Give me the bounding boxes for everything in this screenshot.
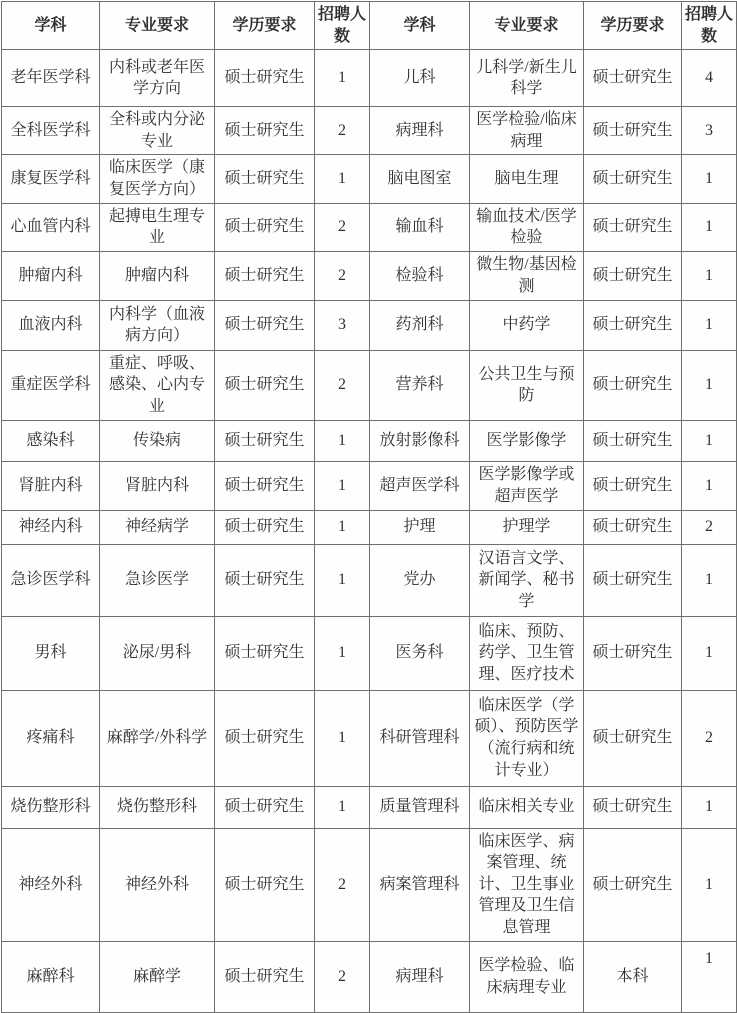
table-cell: 硕士研究生 [584,786,682,828]
table-cell: 硕士研究生 [215,50,315,107]
table-cell: 2 [682,690,737,786]
column-header: 专业要求 [100,2,215,50]
table-cell: 病理科 [370,107,470,155]
table-row [2,616,737,690]
table-cell: 硕士研究生 [215,300,315,350]
table-cell: 临床医学（康复医学方向） [100,155,215,203]
table-cell: 硕士研究生 [215,616,315,690]
table-cell: 硕士研究生 [584,251,682,300]
table-cell: 脑电生理 [470,155,584,203]
table-cell: 1 [682,300,737,350]
table-cell: 肾脏内科 [100,461,215,510]
table-cell: 老年医学科 [2,50,100,107]
table-cell: 硕士研究生 [215,786,315,828]
table-cell: 医学检验/临床病理 [470,107,584,155]
table-cell: 1 [682,544,737,616]
table-cell: 1 [682,203,737,251]
table-cell: 1 [315,786,370,828]
table-cell: 营养科 [370,350,470,420]
table-cell: 麻醉科 [2,941,100,1012]
table-cell: 神经外科 [2,828,100,941]
table-cell: 神经病学 [100,510,215,544]
table-cell: 1 [682,350,737,420]
table-cell: 1 [315,461,370,510]
table-cell: 心血管内科 [2,203,100,251]
column-header: 招聘人数 [682,2,737,50]
table-cell: 硕士研究生 [215,828,315,941]
table-row [2,155,737,203]
table-cell: 烧伤整形科 [2,786,100,828]
table-header-row [2,2,737,50]
table-cell: 急诊医学科 [2,544,100,616]
table-cell: 起搏电生理专业 [100,203,215,251]
table-cell: 硕士研究生 [584,461,682,510]
table-cell: 硕士研究生 [215,350,315,420]
table-cell: 3 [315,300,370,350]
table-cell: 肿瘤内科 [2,251,100,300]
table-cell: 1 [315,690,370,786]
table-cell: 血液内科 [2,300,100,350]
table-cell: 硕士研究生 [584,420,682,461]
table-row [2,50,737,107]
table-cell: 4 [682,50,737,107]
table-row [2,690,737,786]
table-cell: 硕士研究生 [215,510,315,544]
table-cell: 神经内科 [2,510,100,544]
table-cell: 医学影像学 [470,420,584,461]
table-cell: 本科 [584,941,682,1012]
table-cell: 护理学 [470,510,584,544]
table-row [2,420,737,461]
table-cell: 急诊医学 [100,544,215,616]
table-row [2,786,737,828]
table-cell: 硕士研究生 [215,544,315,616]
table-cell: 2 [315,828,370,941]
table-cell: 输血技术/医学检验 [470,203,584,251]
table-cell: 烧伤整形科 [100,786,215,828]
table-cell: 1 [682,155,737,203]
table-cell: 质量管理科 [370,786,470,828]
table-cell: 1 [682,616,737,690]
table-cell: 医务科 [370,616,470,690]
table-row [2,251,737,300]
table-cell: 泌尿/男科 [100,616,215,690]
table-cell: 硕士研究生 [584,616,682,690]
table-cell: 肿瘤内科 [100,251,215,300]
table-cell: 1 [315,510,370,544]
table-cell: 1 [682,828,737,941]
table-cell: 硕士研究生 [584,828,682,941]
table-cell: 临床医学（学硕）、预防医学（流行病和统计专业） [470,690,584,786]
table-cell: 药剂科 [370,300,470,350]
table-cell: 硕士研究生 [584,510,682,544]
table-cell: 2 [315,203,370,251]
table-cell: 儿科 [370,50,470,107]
table-row [2,350,737,420]
table-cell: 硕士研究生 [215,690,315,786]
table-cell: 2 [315,251,370,300]
table-cell: 临床医学、病案管理、统计、卫生事业管理及卫生信息管理 [470,828,584,941]
table-cell: 麻醉学/外科学 [100,690,215,786]
table-cell: 硕士研究生 [215,941,315,1012]
table-cell: 康复医学科 [2,155,100,203]
table-cell: 病案管理科 [370,828,470,941]
table-cell: 硕士研究生 [215,107,315,155]
table-cell: 全科或内分泌专业 [100,107,215,155]
table-cell: 1 [682,251,737,300]
table-cell: 中药学 [470,300,584,350]
table-cell: 检验科 [370,251,470,300]
table-cell: 硕士研究生 [584,50,682,107]
column-header: 学历要求 [584,2,682,50]
table-cell: 党办 [370,544,470,616]
table-cell: 儿科学/新生儿科学 [470,50,584,107]
table-row [2,203,737,251]
table-cell: 病理科 [370,941,470,1012]
table-row [2,107,737,155]
table-cell: 硕士研究生 [215,420,315,461]
table-cell: 男科 [2,616,100,690]
table-cell: 内科或老年医学方向 [100,50,215,107]
table-row [2,544,737,616]
table-cell: 微生物/基因检测 [470,251,584,300]
table-cell: 1 [682,786,737,828]
table-cell: 硕士研究生 [584,544,682,616]
table-cell: 重症、呼吸、感染、心内专业 [100,350,215,420]
table-cell: 硕士研究生 [584,350,682,420]
table-cell: 1 [682,461,737,510]
table-cell: 肾脏内科 [2,461,100,510]
table-cell: 临床相关专业 [470,786,584,828]
table-row [2,941,737,1012]
table-cell: 1 [315,50,370,107]
table-cell: 汉语言文学、新闻学、秘书学 [470,544,584,616]
table-cell: 硕士研究生 [215,155,315,203]
table-cell: 麻醉学 [100,941,215,1012]
table-cell: 重症医学科 [2,350,100,420]
table-cell: 脑电图室 [370,155,470,203]
table-cell: 硕士研究生 [215,203,315,251]
table-cell: 感染科 [2,420,100,461]
table-cell: 2 [315,941,370,1012]
table-cell: 硕士研究生 [584,155,682,203]
table-body [2,50,737,1012]
table-cell: 1 [315,616,370,690]
table-cell: 1 [682,941,737,1012]
table-cell: 内科学（血液病方向） [100,300,215,350]
table-cell: 2 [315,350,370,420]
column-header: 专业要求 [470,2,584,50]
table-cell: 传染病 [100,420,215,461]
table-cell: 2 [315,107,370,155]
table-cell: 1 [315,155,370,203]
table-cell: 护理 [370,510,470,544]
table-cell: 医学影像学或超声医学 [470,461,584,510]
recruitment-table [1,1,737,1013]
table-cell: 硕士研究生 [584,107,682,155]
table-row [2,461,737,510]
table-cell: 输血科 [370,203,470,251]
table-row [2,828,737,941]
column-header: 学科 [2,2,100,50]
table-cell: 硕士研究生 [584,690,682,786]
column-header: 招聘人数 [315,2,370,50]
table-cell: 1 [682,420,737,461]
table-cell: 疼痛科 [2,690,100,786]
table-cell: 临床、预防、药学、卫生管理、医疗技术 [470,616,584,690]
table-cell: 硕士研究生 [584,300,682,350]
column-header: 学历要求 [215,2,315,50]
table-cell: 1 [315,544,370,616]
table-cell: 超声医学科 [370,461,470,510]
table-cell: 放射影像科 [370,420,470,461]
table-cell: 公共卫生与预防 [470,350,584,420]
table-cell: 硕士研究生 [215,251,315,300]
table-row [2,300,737,350]
table-cell: 神经外科 [100,828,215,941]
table-cell: 2 [682,510,737,544]
table-cell: 硕士研究生 [584,203,682,251]
table-row [2,510,737,544]
table-cell: 3 [682,107,737,155]
table-cell: 医学检验、临床病理专业 [470,941,584,1012]
table-cell: 1 [315,420,370,461]
column-header: 学科 [370,2,470,50]
table-cell: 科研管理科 [370,690,470,786]
table-cell: 全科医学科 [2,107,100,155]
table-cell: 硕士研究生 [215,461,315,510]
